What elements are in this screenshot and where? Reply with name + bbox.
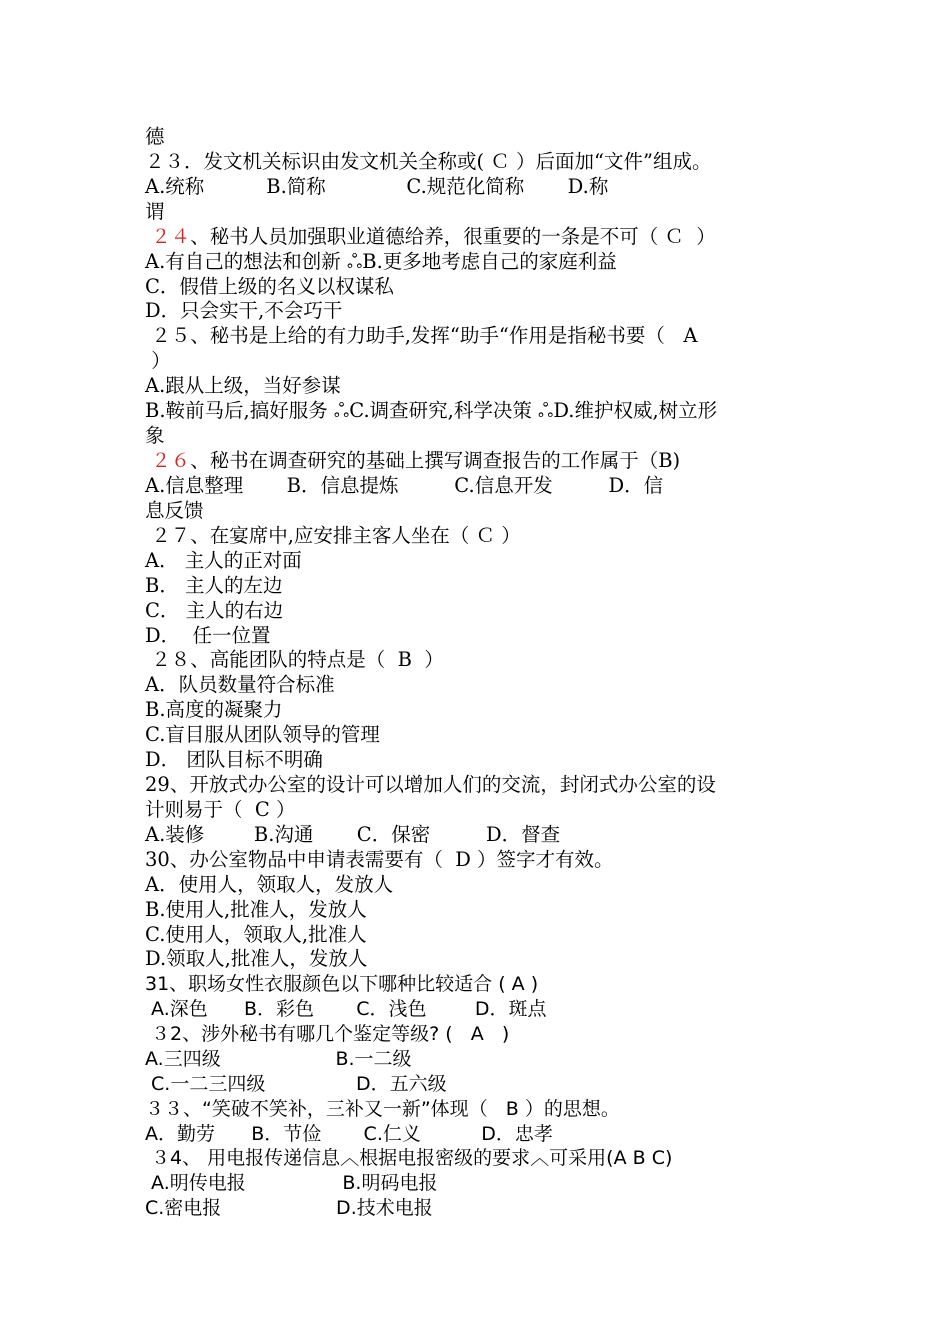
question-32: ３2、涉外秘书有哪几个鉴定等级? ( A )	[145, 1023, 510, 1045]
option-line: D.领取人,批准人，发放人	[145, 947, 368, 970]
option-line: D． 团队目标不明确	[145, 748, 323, 771]
option-line: C.盲目服从团队领导的管理	[145, 723, 380, 746]
options-31: A.深色 B．彩色 C．浅色 D．斑点	[145, 998, 547, 1020]
question-number-red: ２６	[145, 449, 191, 472]
text-line: 象	[145, 424, 165, 447]
question-24: ２４、秘书人员加强职业道德给养，很重要的一条是不可（ Ｃ ）	[145, 225, 716, 248]
option-line: A．队员数量符合标准	[145, 673, 335, 696]
option-line: A.三四级 B.一二级	[145, 1048, 412, 1070]
question-23: ２３．发文机关标识由发文机关全称或( Ｃ ）后面加“文件”组成。	[145, 150, 712, 173]
option-line: B.高度的凝聚力	[145, 698, 283, 721]
question-27: ２７、在宴席中,应安排主客人坐在（ Ｃ ）	[145, 524, 521, 547]
question-number-red: ２４	[145, 225, 191, 248]
option-line: B.鞍前马后,搞好服务 ஃC.调查研究,科学决策 ஃD.维护权威,树立形	[145, 399, 718, 422]
option-line: C.使用人，领取人,批准人	[145, 923, 367, 946]
option-line: C．假借上级的名义以权谋私	[145, 275, 394, 298]
question-26: ２６、秘书在调查研究的基础上撰写调查报告的工作属于（B)	[145, 449, 681, 472]
text-line: 德	[145, 125, 165, 148]
question-34: ３4、 用电报传递信息︿根据电报密级的要求︿可采用(A B C)	[145, 1147, 673, 1169]
option-line: D． 任一位置	[145, 624, 271, 647]
option-line: A．使用人，领取人，发放人	[145, 873, 394, 896]
options-26: A.信息整理 B．信息提炼 C.信息开发 D．信	[145, 474, 664, 497]
text-line: ）	[145, 349, 171, 372]
option-line: D．只会实干,不会巧干	[145, 299, 343, 322]
option-line: B.使用人,批准人，发放人	[145, 898, 367, 921]
text-line: 息反馈	[145, 499, 204, 522]
question-33: ３３、“笑破不笑补，三补又一新”体现（ B ）的思想。	[145, 1098, 620, 1120]
option-line: C.密电报 D.技术电报	[145, 1197, 433, 1219]
option-line: A.有自己的想法和创新 ஃB.更多地考虑自己的家庭利益	[145, 250, 617, 273]
question-29: 29、开放式办公室的设计可以增加人们的交流，封闭式办公室的设	[145, 773, 716, 796]
option-line: A． 主人的正对面	[145, 549, 302, 572]
question-28: ２８、高能团队的特点是（ B ）	[145, 648, 444, 671]
question-25: ２５、秘书是上给的有力助手,发挥“助手“作用是指秘书要（ A	[145, 324, 698, 347]
option-line: A.明传电报 B.明码电报	[145, 1172, 438, 1194]
options-33: A．勤劳 B．节俭 C.仁义 D．忠孝	[145, 1123, 553, 1145]
question-30: 30、办公室物品中申请表需要有（ D ）签字才有效。	[145, 848, 614, 871]
options-29: A.装修 B.沟通 C．保密 D．督查	[145, 823, 561, 846]
options-23: A.统称 B.简称 C.规范化简称 D.称	[145, 175, 609, 198]
option-line: C． 主人的右边	[145, 599, 284, 622]
text-line: 谓	[145, 200, 165, 223]
text-line: 计则易于（ C ）	[145, 798, 296, 821]
option-line: A.跟从上级，当好参谋	[145, 374, 341, 397]
option-line: C.一二三四级 D．五六级	[145, 1073, 447, 1095]
question-31: 31、职场女性衣服颜色以下哪种比较适合 ( A )	[145, 973, 539, 995]
option-line: B． 主人的左边	[145, 574, 283, 597]
